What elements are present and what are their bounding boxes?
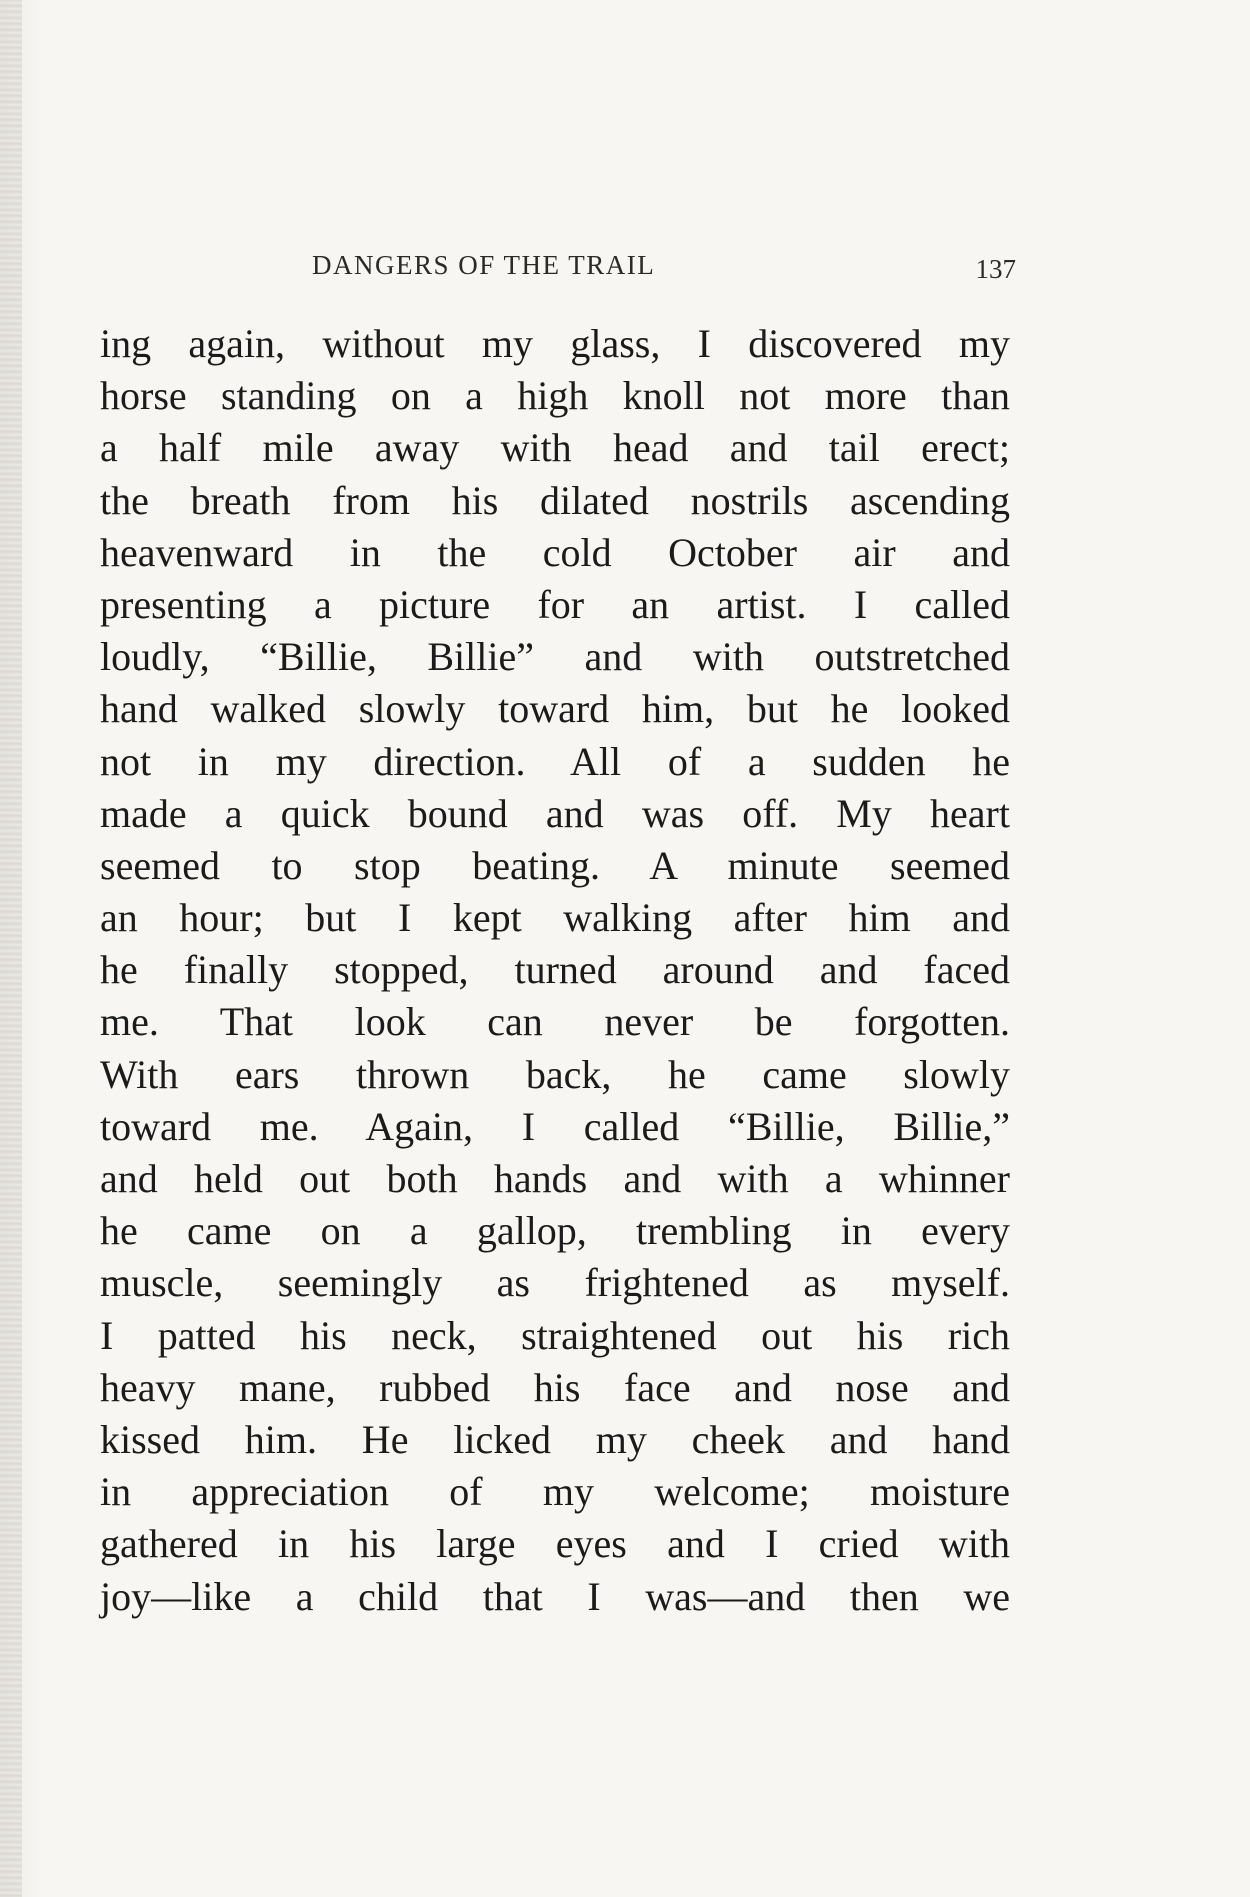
text-line: presenting a picture for an artist. I called [100, 581, 1010, 627]
text-line: kissed him. He licked my cheek and hand [100, 1416, 1010, 1462]
text-line: heavy mane, rubbed his face and nose and [100, 1364, 1010, 1410]
text-line: made a quick bound and was off. My heart [100, 790, 1010, 836]
text-line: joy—like a child that I was—and then we [100, 1573, 1010, 1619]
text-line: gathered in his large eyes and I cried with [100, 1521, 1010, 1567]
text-line: in appreciation of my welcome; moisture [100, 1469, 1010, 1515]
text-line: he came on a gallop, trembling in every [100, 1208, 1010, 1254]
text-line: muscle, seemingly as frightened as myself. [100, 1260, 1010, 1306]
text-line: me. That look can never be forgotten. [100, 999, 1010, 1045]
text-line: toward me. Again, I called “Billie, Billie,” [100, 1103, 1010, 1149]
text-line: I patted his neck, straightened out his rich [100, 1312, 1010, 1358]
text-line: With ears thrown back, he came slowly [100, 1051, 1010, 1097]
running-header [100, 250, 1016, 290]
text-line: he finally stopped, turned around and faced [100, 947, 1010, 993]
text-line: hand walked slowly toward him, but he looked [100, 686, 1010, 732]
text-line: a half mile away with head and tail erect; [100, 425, 1010, 471]
body-text [100, 318, 1010, 1623]
text-line: loudly, “Billie, Billie” and with outstretched [100, 634, 1010, 680]
text-line: not in my direction. All of a sudden he [100, 738, 1010, 784]
text-line: an hour; but I kept walking after him and [100, 895, 1010, 941]
text-line: horse standing on a high knoll not more than [100, 373, 1010, 419]
running-title: DANGERS OF THE TRAIL [312, 250, 656, 280]
page-gutter [0, 0, 22, 1897]
text-line: seemed to stop beating. A minute seemed [100, 842, 1010, 888]
page-number: 137 [975, 254, 1016, 284]
text-line: heavenward in the cold October air and [100, 529, 1010, 575]
text-line: ing again, without my glass, I discovered my [100, 321, 1010, 366]
text-line: the breath from his dilated nostrils ascending [100, 477, 1010, 523]
text-line: and held out both hands and with a whinner [100, 1156, 1010, 1201]
